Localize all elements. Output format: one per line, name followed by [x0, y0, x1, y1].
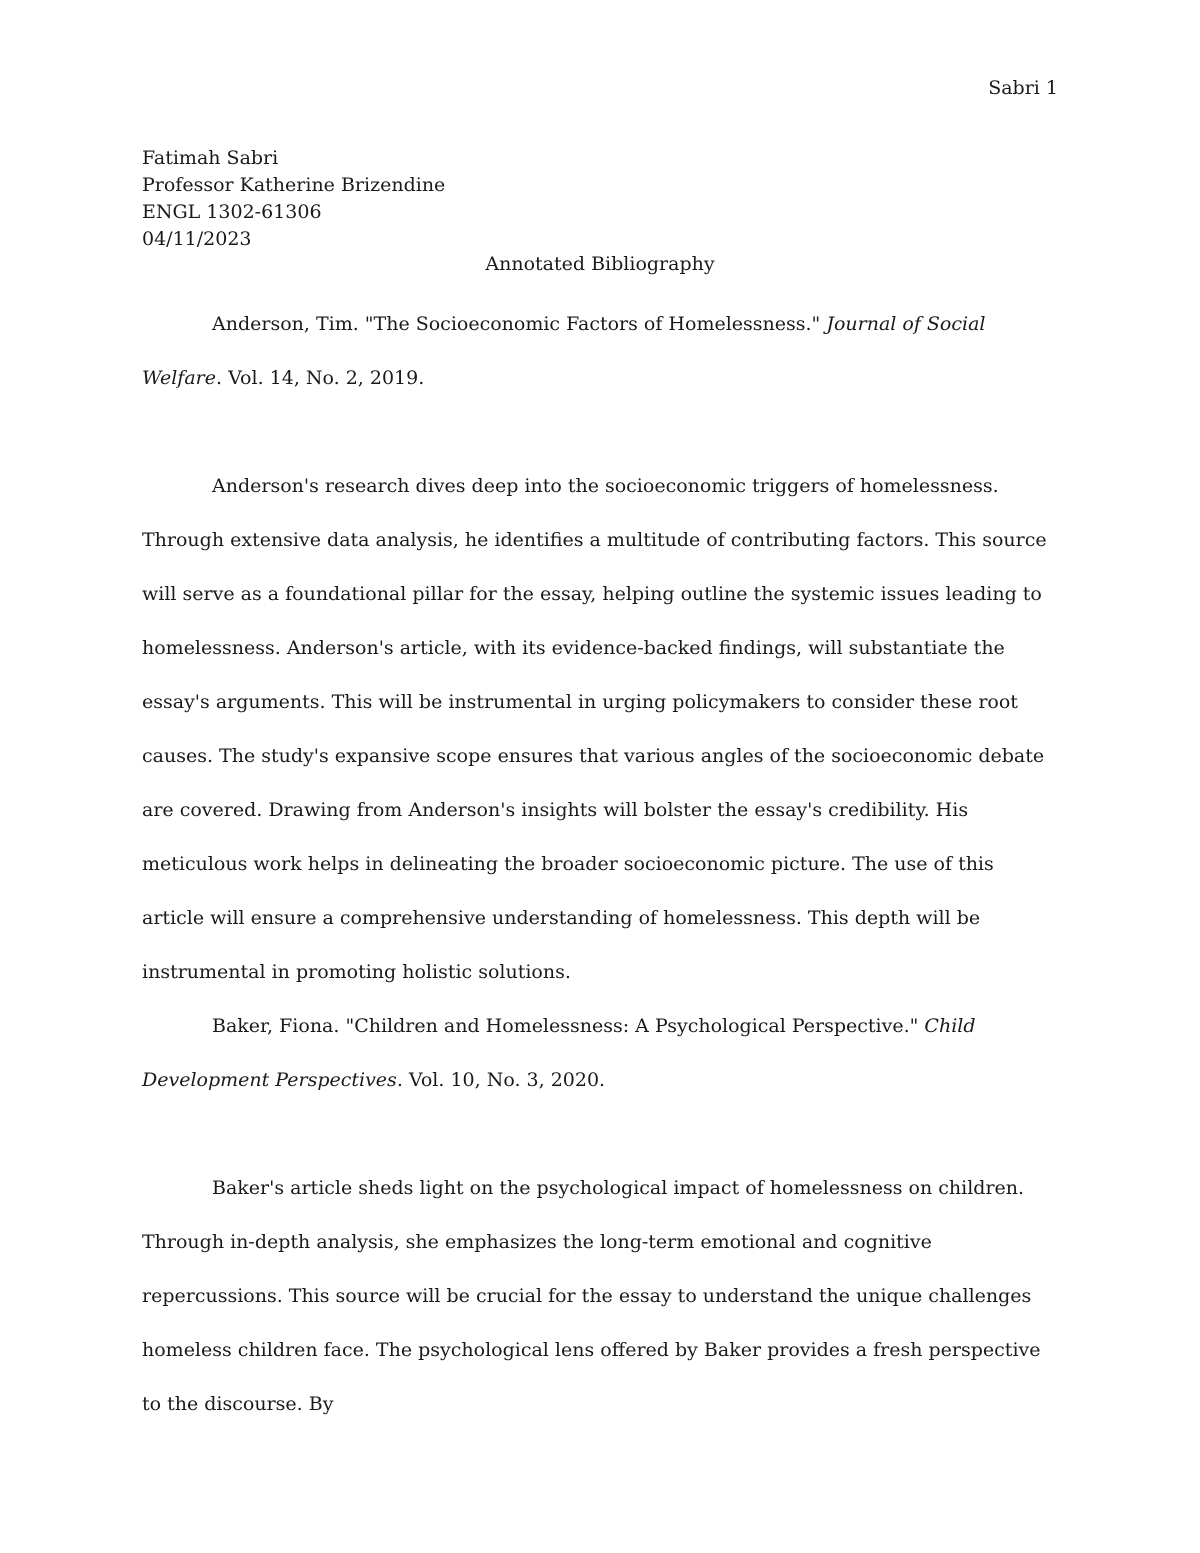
running-head: Sabri 1: [988, 77, 1058, 99]
date: 04/11/2023: [142, 228, 252, 250]
citation-lead: Baker, Fiona. "Children and Homelessness: A Psychological Perspective.": [212, 1015, 925, 1037]
professor-name: Professor Katherine Brizendine: [142, 174, 446, 196]
course-code: ENGL 1302-61306: [142, 201, 322, 223]
annotation-paragraph: Baker's article sheds light on the psychological impact of homelessness on children. Through in-depth analysis, she emphasizes the long-term emotional and cognitive repercussions. This source will be crucial for the essay to understand the unique challenges homeless children face. The psychological lens offered by Baker provides a fresh perspective to the discourse. By: [142, 1177, 1041, 1415]
citation-lead: Anderson, Tim. "The Socioeconomic Factors of Homelessness.": [212, 313, 827, 335]
citation-tail: . Vol. 10, No. 3, 2020.: [396, 1069, 606, 1091]
citation-journal: Child Development Perspectives: [142, 1015, 976, 1091]
citation-journal: Journal of Social Welfare: [142, 313, 986, 389]
citation-entry: [142, 297, 1058, 405]
citation-entry: [142, 999, 1058, 1107]
annotation-paragraph: Anderson's research dives deep into the socioeconomic triggers of homelessness. Through extensive data analysis, he identifies a multitude of contributing factors. This source will serve as a foundational pillar for the essay, helping outline the systemic issues leading to homelessness. Anderson's article, with its evidence-backed findings, will substantiate the essay's arguments. This will be instrumental in urging policymakers to consider these root causes. The study's expansive scope ensures that various angles of the socioeconomic debate are covered. Drawing from Anderson's insights will bolster the essay's credibility. His meticulous work helps in delineating the broader socioeconomic picture. The use of this article will ensure a comprehensive understanding of homelessness. This depth will be instrumental in promoting holistic solutions.: [142, 475, 1047, 983]
mla-heading: [142, 145, 445, 253]
citation-tail: . Vol. 14, No. 2, 2019.: [216, 367, 425, 389]
student-name: Fatimah Sabri: [142, 147, 279, 169]
page-title: Annotated Bibliography: [485, 253, 715, 275]
